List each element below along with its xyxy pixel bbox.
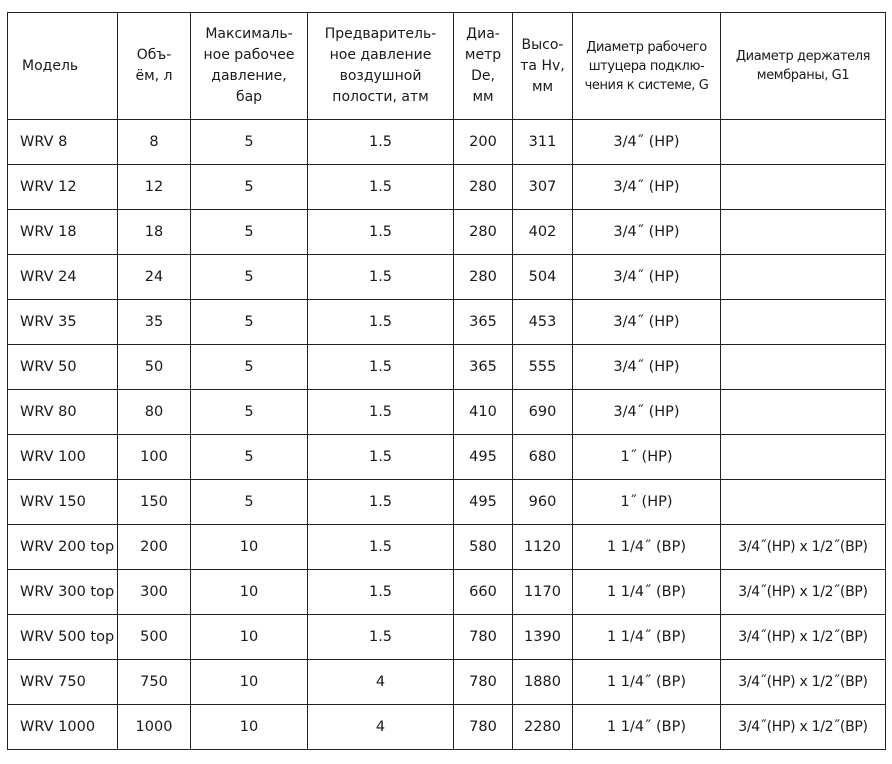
cell-model: WRV 80 [8,390,118,435]
cell-connection-diameter: 3/4˝ (НР) [573,300,721,345]
header-height: Высо- та Hv, мм [513,13,573,120]
cell-model: WRV 750 [8,660,118,705]
cell-volume: 80 [118,390,191,435]
cell-max-pressure: 10 [191,570,308,615]
cell-connection-diameter: 3/4˝ (НР) [573,120,721,165]
cell-model: WRV 18 [8,210,118,255]
cell-model: WRV 35 [8,300,118,345]
table-row [8,615,886,660]
cell-diameter: 780 [454,705,513,750]
header-diameter: Диа- метр De, мм [454,13,513,120]
cell-volume: 100 [118,435,191,480]
cell-pre-pressure: 1.5 [308,525,454,570]
cell-height: 1120 [513,525,573,570]
cell-diameter: 660 [454,570,513,615]
cell-volume: 750 [118,660,191,705]
cell-pre-pressure: 1.5 [308,390,454,435]
cell-holder: 3/4˝(НР) x 1/2˝(ВР) [721,705,886,750]
cell-holder: 3/4˝(НР) x 1/2˝(ВР) [721,615,886,660]
cell-model: WRV 12 [8,165,118,210]
cell-holder [721,165,886,210]
cell-model: WRV 500 top [8,615,118,660]
cell-diameter: 495 [454,480,513,525]
cell-holder [721,480,886,525]
cell-pre-pressure: 1.5 [308,570,454,615]
cell-height: 555 [513,345,573,390]
table-row [8,525,886,570]
cell-model: WRV 100 [8,435,118,480]
cell-holder [721,120,886,165]
cell-connection-diameter: 1˝ (НР) [573,480,721,525]
cell-max-pressure: 5 [191,345,308,390]
cell-max-pressure: 5 [191,210,308,255]
cell-diameter: 495 [454,435,513,480]
cell-connection-diameter: 1 1/4˝ (ВР) [573,705,721,750]
cell-volume: 1000 [118,705,191,750]
cell-holder: 3/4˝(НР) x 1/2˝(ВР) [721,570,886,615]
cell-height: 960 [513,480,573,525]
cell-connection-diameter: 1 1/4˝ (ВР) [573,570,721,615]
cell-connection-diameter: 3/4˝ (НР) [573,345,721,390]
cell-pre-pressure: 1.5 [308,615,454,660]
table-row [8,480,886,525]
cell-volume: 50 [118,345,191,390]
cell-connection-diameter: 3/4˝ (НР) [573,390,721,435]
cell-model: WRV 150 [8,480,118,525]
cell-height: 311 [513,120,573,165]
table-row [8,165,886,210]
cell-height: 2280 [513,705,573,750]
cell-volume: 300 [118,570,191,615]
cell-model: WRV 1000 [8,705,118,750]
cell-diameter: 365 [454,345,513,390]
cell-connection-diameter: 1˝ (НР) [573,435,721,480]
cell-model: WRV 300 top [8,570,118,615]
cell-volume: 35 [118,300,191,345]
cell-height: 1390 [513,615,573,660]
cell-volume: 150 [118,480,191,525]
cell-pre-pressure: 1.5 [308,120,454,165]
table-row [8,435,886,480]
header-pre-pressure: Предваритель- ное давление воздушной полости, атм [308,13,454,120]
cell-max-pressure: 5 [191,480,308,525]
cell-pre-pressure: 1.5 [308,255,454,300]
cell-connection-diameter: 1 1/4˝ (ВР) [573,660,721,705]
cell-connection-diameter: 3/4˝ (НР) [573,165,721,210]
table-row [8,705,886,750]
cell-holder [721,210,886,255]
cell-height: 1170 [513,570,573,615]
cell-holder [721,300,886,345]
cell-holder [721,255,886,300]
cell-model: WRV 200 top [8,525,118,570]
table-body [8,120,886,750]
table-row [8,390,886,435]
cell-max-pressure: 5 [191,120,308,165]
cell-diameter: 365 [454,300,513,345]
cell-pre-pressure: 1.5 [308,165,454,210]
cell-max-pressure: 5 [191,435,308,480]
cell-holder [721,435,886,480]
cell-pre-pressure: 1.5 [308,345,454,390]
cell-height: 453 [513,300,573,345]
cell-pre-pressure: 4 [308,705,454,750]
cell-volume: 24 [118,255,191,300]
cell-pre-pressure: 1.5 [308,480,454,525]
cell-height: 504 [513,255,573,300]
cell-diameter: 410 [454,390,513,435]
cell-max-pressure: 10 [191,615,308,660]
cell-holder [721,345,886,390]
cell-volume: 200 [118,525,191,570]
table-row [8,660,886,705]
cell-max-pressure: 10 [191,660,308,705]
table-row [8,300,886,345]
cell-max-pressure: 5 [191,390,308,435]
cell-diameter: 780 [454,660,513,705]
cell-volume: 18 [118,210,191,255]
cell-max-pressure: 5 [191,255,308,300]
table-row [8,210,886,255]
specifications-table [7,12,886,750]
cell-holder [721,390,886,435]
cell-connection-diameter: 3/4˝ (НР) [573,255,721,300]
cell-diameter: 280 [454,210,513,255]
cell-volume: 500 [118,615,191,660]
table-row [8,255,886,300]
cell-pre-pressure: 4 [308,660,454,705]
cell-model: WRV 24 [8,255,118,300]
header-row [8,13,886,120]
cell-height: 402 [513,210,573,255]
cell-connection-diameter: 1 1/4˝ (ВР) [573,525,721,570]
cell-diameter: 280 [454,255,513,300]
cell-max-pressure: 10 [191,705,308,750]
cell-holder: 3/4˝(НР) x 1/2˝(ВР) [721,525,886,570]
cell-holder: 3/4˝(НР) x 1/2˝(ВР) [721,660,886,705]
header-volume: Объ- ём, л [118,13,191,120]
cell-diameter: 280 [454,165,513,210]
cell-height: 307 [513,165,573,210]
cell-diameter: 580 [454,525,513,570]
table-row [8,345,886,390]
cell-diameter: 780 [454,615,513,660]
cell-connection-diameter: 3/4˝ (НР) [573,210,721,255]
cell-diameter: 200 [454,120,513,165]
header-model: Модель [8,13,118,120]
cell-height: 680 [513,435,573,480]
cell-pre-pressure: 1.5 [308,300,454,345]
header-membrane-holder-diameter: Диаметр держателя мембраны, G1 [721,13,886,120]
cell-max-pressure: 10 [191,525,308,570]
cell-max-pressure: 5 [191,300,308,345]
cell-height: 1880 [513,660,573,705]
table-row [8,120,886,165]
cell-height: 690 [513,390,573,435]
cell-volume: 12 [118,165,191,210]
cell-model: WRV 50 [8,345,118,390]
cell-max-pressure: 5 [191,165,308,210]
table-row [8,570,886,615]
header-connection-diameter: Диаметр рабочего штуцера подклю- чения к системе, G [573,13,721,120]
cell-connection-diameter: 1 1/4˝ (ВР) [573,615,721,660]
cell-pre-pressure: 1.5 [308,210,454,255]
cell-pre-pressure: 1.5 [308,435,454,480]
header-max-pressure: Максималь- ное рабочее давление, бар [191,13,308,120]
cell-model: WRV 8 [8,120,118,165]
cell-volume: 8 [118,120,191,165]
